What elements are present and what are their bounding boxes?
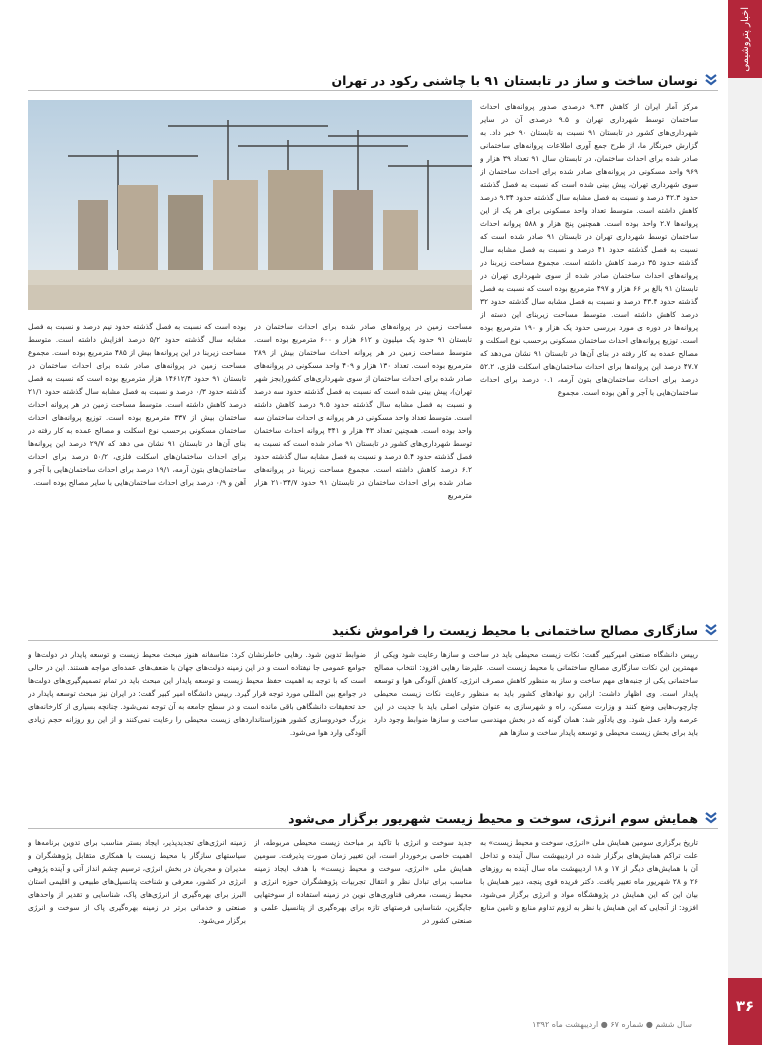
article-3-column-3: زمینه انرژی‌های تجدیدپذیر، ایجاد بستر مناسب برای تدوین برنامه‌ها و سیاستهای سازگار با محیط زیست با همکاری متقابل پژوهشگران و مدیران و مجریان در بخش انرژی، ترسیم چشم انداز آتی و آینده پژوهی انرژی در کشور، معرفی و شناخت پتانسیل‌های طبیعی و اقلیمی استان البرز برای بهره‌گیری از انرژی‌های پاک، شناسایی و تقدیر از واحدهای صنعتی و خدماتی برتر در زمینه بهره‌گیری پاک از سوخت و انرژی برگزار می‌شود. <box>28 838 246 925</box>
article-1-column-2: مساحت زمین در پروانه‌های صادر شده برای احداث ساختمان در تابستان ۹۱ حدود یک میلیون و ۶۱۲ هزار و ۶۰۰ مترمربع بوده است. متوسط مساحت زمین در هر پروانه احداث ساختمان بیش از ۲۸۹ مترمربع بوده است. تعداد ۱۳۰ هزار و ۴۰۹ واحد مسکونی در پروانه‌های صادر شده برای احداث ساختمان از سوی شهرداری‌های کشور(بجز شهر تهران)، پیش بینی شده است که نسبت به فصل گذشته حدود سه درصد و نسبت به فصل مشابه سال گذشته حدود ۹.۵ درصد کاهش داشته است. متوسط تعداد واحد مسکونی در هر پروانه ی احداث ساختمان سه واحد بوده است. همچنین تعداد ۴۳ هزار و ۳۴۱ پروانه احداث ساختمان توسط شهرداری‌های کشور در تابستان ۹۱ صادر شده است که نسبت به فصل گذشته حدود ۵.۴ درصد و نسبت به فصل مشابه سال گذشته حدود ۶.۲ درصد کاهش داشته است. مجموع مساحت زیربنا در پروانه‌های صادر شده برای احداث ساختمان در تابستان ۹۱ حدود ۲۱۰۳۴/۷ هزار مترمربع <box>254 322 472 500</box>
double-chevron-icon <box>704 623 718 637</box>
article-1 <box>28 70 718 610</box>
article-1-title: نوسان ساخت و ساز در تابستان ۹۱ با چاشنی رکود در تهران <box>28 70 718 91</box>
article-3-column-2: جدید سوخت و انرژی با تاکید بر مباحث زیست محیطی مربوطه، از اهمیت خاصی برخوردار است، این تغییر زمان صورت پذیرفت. سومین همایش ملی «انرژی، سوخت و محیط زیست» با هدف ایجاد زمینه مناسب برای تبادل نظر و انتقال تجربیات پژوهشگران حوزه انرژی و محیط زیست، معرفی فناوری‌های نوین در زمینه استفاده از سوختهایی جایگزین، شناسایی فرصتهای تازه برای بهره‌گیری از پتانسیل علمی و صنعتی کشور در <box>254 838 472 925</box>
article-3-column-1: تاریخ برگزاری سومین همایش ملی «انرژی، سوخت و محیط زیست» به علت تراکم همایش‌های برگزار شده در اردیبهشت سال آینده و تداخل آن با همایش‌های دیگر از ۱۷ و ۱۸ اردیبهشت ماه سال آینده به روزهای ۲۶ و ۲۸ شهریور ماه تغییر یافت. دکتر فریده قوی پنجه، دبیر همایش با بیان این که این همایش در پژوهشگاه مواد و انرژی برگزار می‌شود، افزود: از آنجایی که این همایش با نظر به لزوم تداوم منابع و تامین منابع <box>480 838 698 912</box>
article-2-column-1: رییس دانشگاه صنعتی امیرکبیر گفت: نکات زیست محیطی باید در ساخت و سازها رعایت شود ویکی از مهمترین این نکات سازگاری مصالح ساختمانی با محیط زیست است. علیرضا رهایی افزود: انتخاب مصالح ساختمانی یکی از جنبه‌های مهم ساخت و ساز به منظور کاهش مصرف انرژی، کاهش آلودگی هوا و توسعه پایدار است. وی اظهار داشت: ازاین رو نهادهای کشور باید به منظور رعایت نکات زیست محیطی چارچوب‌هایی وضع کنند و وزارت مسکن، راه و شهرسازی به عنوان متولی اصلی باید با جدیت در این عرصه وارد عمل شود. وی یادآور شد: همان گونه که در بخش مهندسی ساخت و سازها ضوابط وجود دارد باید برای بخش زیست محیطی و توسعه پایدار ساخت و سازها هم <box>374 650 698 737</box>
page-footer: سال ششم ● شماره ۶۷ ● اردیبهشت ماه ۱۳۹۲ <box>532 1020 692 1029</box>
section-tab <box>728 0 762 78</box>
page-number: ۳۶ <box>735 997 755 1015</box>
side-bar <box>728 78 762 978</box>
article-1-column-3: بوده است که نسبت به فصل گذشته حدود نیم درصد و نسبت به فصل مشابه سال گذشته حدود ۵/۲ درصد افزایش داشته است. متوسط مساحت زیربنا در این پروانه‌ها بیش از ۴۸۵ مترمربع بوده است. مجموع مساحت زمین در پروانه‌های صادر شده برای احداث ساختمان در تابستان ۹۱ حدود ۱۴۶۱۲/۴ هزار مترمربع بوده است که نسبت به فصل گذشته حدود ۰/۳ درصد و نسبت به فصل مشابه سال گذشته حدود ۲۱/۱ درصد کاهش داشته است. متوسط مساحت زمین در هر پروانه احداث ساختمان بیش از ۳۳۷ مترمربع بوده است. توزیع پروانه‌های احداث ساختمان مسکونی برحسب نوع اسکلت و مصالح عمده به کار رفته در بنای آن‌ها در تابستان ۹۱ نشان می دهد که ۲۹/۷ درصد این پروانه‌ها برای احداث ساختمان‌های اسکلت فلزی، ۵۰/۲ درصد برای احداث ساختمان‌های بتون آرمه، ۱۹/۱ درصد برای احداث ساختمان‌هایی با آجر و آهن و ۰/۹ درصد برای احداث ساختمان‌هایی با سایر مصالح بوده است. <box>28 322 246 487</box>
article-3-title: همایش سوم انرژی، سوخت و محیط زیست شهریور برگزار می‌شود <box>28 808 718 829</box>
article-3 <box>28 808 718 983</box>
article-1-column-1: مرکز آمار ایران از کاهش ۹.۳۴ درصدی صدور پروانه‌های احداث ساختمان توسط شهرداری تهران و ۹.۵ درصدی آن در سایر شهرداری‌های کشور در تابستان ۹۱ نسبت به تابستان ۹۰ خبر داد. به گزارش خبرنگار ما، از طرح جمع آوری اطلاعات پروانه‌های ساختمانی صادر شده برای احداث ساختمان، در تابستان سال ۹۱ تعداد ۳۹ هزار و ۹۶۹ واحد مسکونی در پروانه‌های صادر شده برای احداث ساختمان از سوی شهرداری تهران، پیش بینی شده است که نسبت به فصل گذشته حدود ۴۲.۳ درصد و نسبت به فصل مشابه سال گذشته حدود ۹.۳۴ درصد کاهش داشته است. متوسط تعداد واحد مسکونی برای هر یک از این پروانه‌ها ۲.۷ واحد بوده است. همچنین پنج هزار و ۵۸۸ پروانه احداث ساختمان توسط شهرداری تهران در تابستان ۹۱ صادر شده است که نسبت به فصل گذشته حدود ۴۱ درصد و نسبت به فصل مشابه سال گذشته حدود ۳۵ درصد کاهش داشته است. مجموع مساحت زیربنا در پروانه‌های احداث ساختمان صادر شده از سوی شهرداری تهران در تابستان ۹۱ بالغ بر ۶۶ هزار و ۴۹۷ مترمربع بوده است که نسبت به فصل گذشته حدود ۴۳.۴ درصد و نسبت به فصل مشابه سال گذشته حدود ۳۲ درصد کاهش داشته است. متوسط مساحت زیربنای این دسته از پروانه‌ها در دوره ی مورد بررسی حدود یک هزار و ۱۹۰ مترمربع بوده است. توزیع پروانه‌های احداث ساختمان مسکونی برحسب نوع اسکلت و مصالح عمده به کار رفته در بنای آن‌ها در تابستان ۹۱ نشان می‌دهد که ۴۷.۷ درصد این پروانه‌ها برای احداث ساختمان‌های اسکلت فلزی، ۵۲.۲ درصد برای احداث ساختمان‌های بتون آرمه، ۰.۱ درصد برای احداث ساختمان‌هایی با آجر و آهن بوده است. مجموع <box>480 102 698 397</box>
article-2 <box>28 620 718 760</box>
article-2-title: سازگاری مصالح ساختمانی با محیط زیست را فراموش نکنید <box>28 620 718 641</box>
section-tab-label: اخبار پتروشیمی <box>739 6 751 72</box>
double-chevron-icon <box>704 73 718 87</box>
cranes-construction-photo <box>28 100 472 310</box>
article-2-column-2: ضوابط تدوین شود. رهایی خاطرنشان کرد: متاسفانه هنوز مبحث محیط زیست و توسعه پایدار در دولت‌ها و جوامع عمومی جا نیفتاده است و در این زمینه دولت‌های جهان با ضعف‌های عمده‌ای مواجه هستند. این در حالی است که با توجه به اهمیت حفظ محیط زیست و توسعه پایدار این مبحث باید در تمام تصمیم‌گیری‌های دولت‌ها در جوامع بین المللی مورد توجه قرار گیرد. رییس دانشگاه امیر کبیر گفت: در ایران نیز مبحث توسعه پایدار در حد تحقیقات دانشگاهی باقی مانده است و در سطح جامعه به آن توجه نمی‌شود. چنانچه بسیاری از کارخانه‌های بزرگ خودروسازی کشور هنوزاستانداردهای زیست محیطی را رعایت نمی‌کنند و از این رو روزانه حجم زیادی آلودگی وارد هوا می‌شود. <box>28 650 366 737</box>
double-chevron-icon <box>704 811 718 825</box>
